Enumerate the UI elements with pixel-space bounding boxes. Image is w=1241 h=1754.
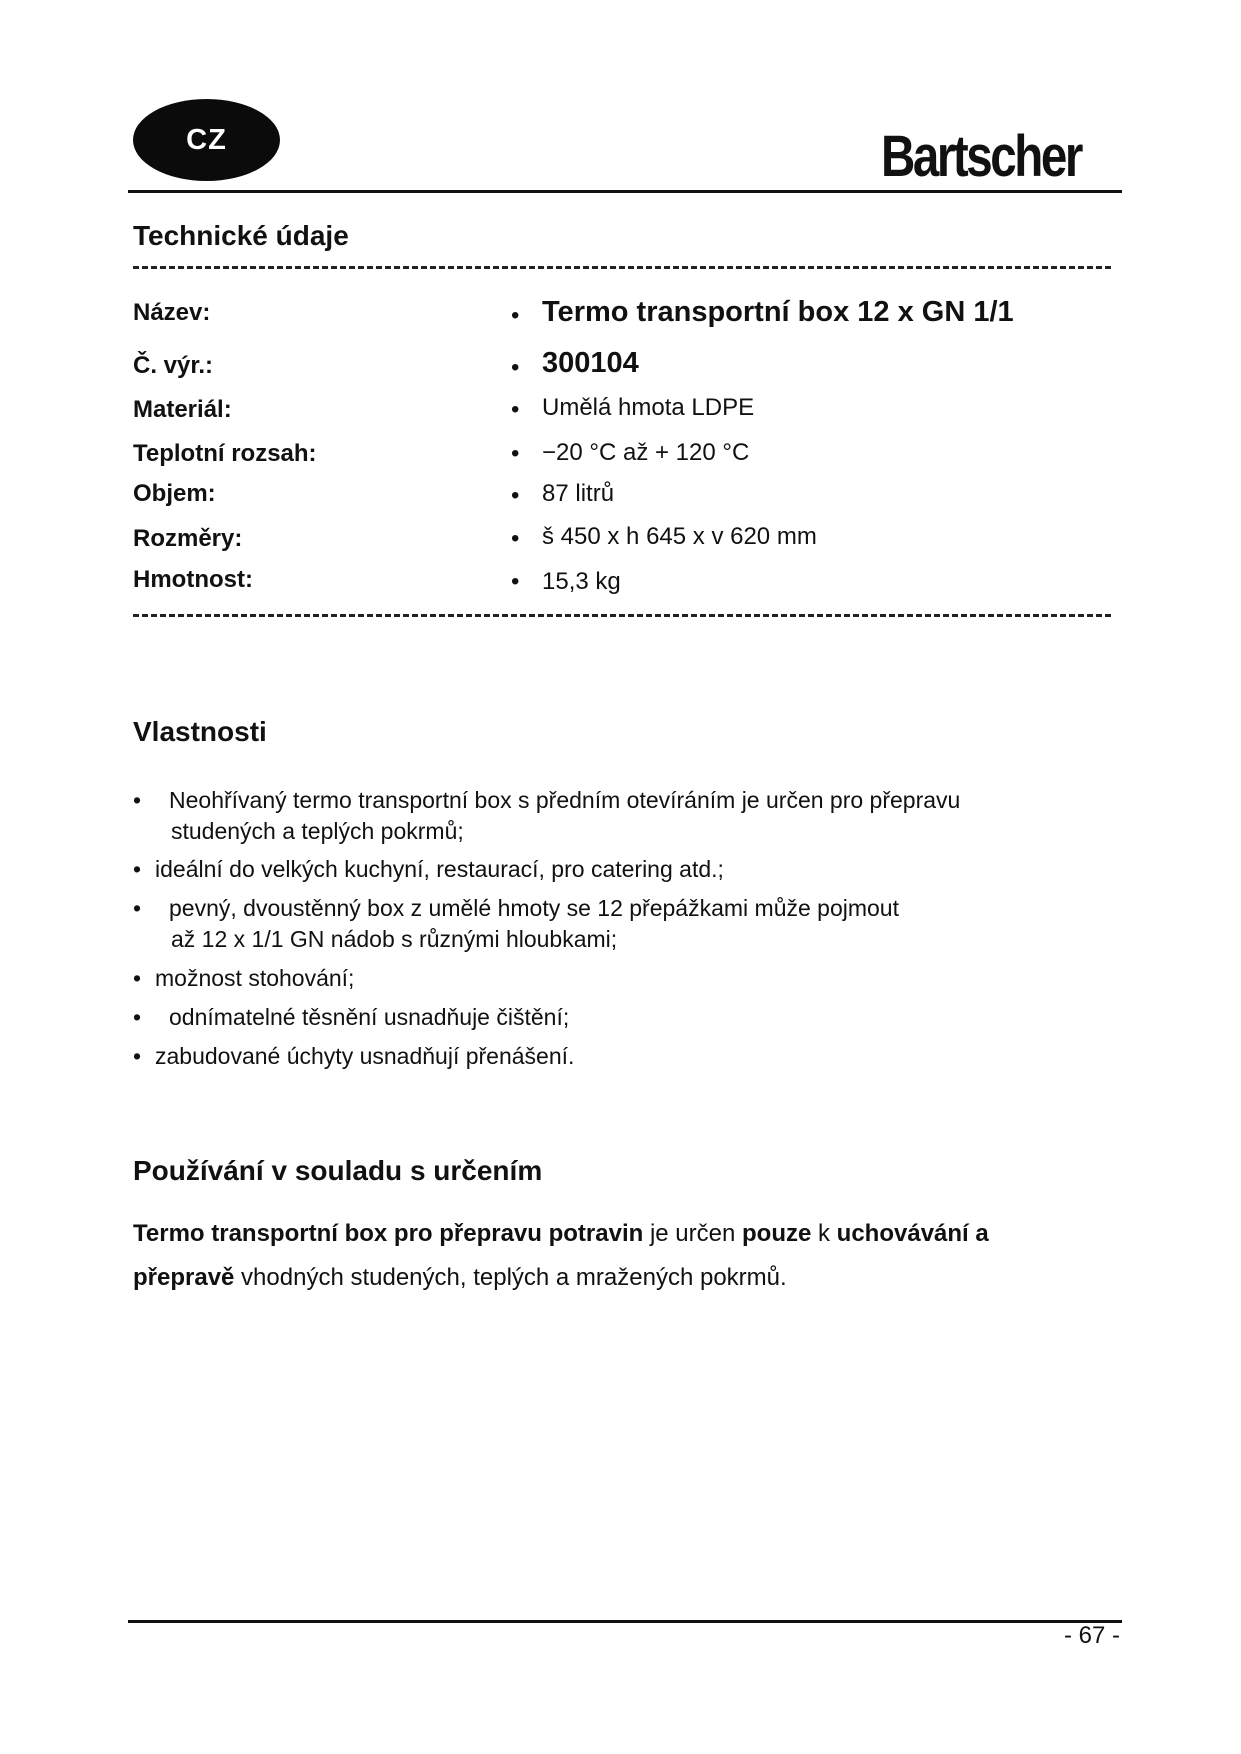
spec-bullet: • — [511, 568, 520, 595]
language-badge — [133, 99, 280, 181]
usage-bold: přepravě — [133, 1264, 235, 1291]
spec-label-temperature: Teplotní rozsah: — [133, 440, 317, 467]
feature-text-cont: až 12 x 1/1 GN nádob s různými hloubkami; — [171, 926, 618, 952]
spec-bullet: • — [511, 396, 520, 423]
bullet: • — [133, 1004, 142, 1030]
tech-divider-top — [133, 266, 1111, 269]
feature-text: pevný, dvoustěnný box z umělé hmoty se 12 přepážkami může pojmout — [169, 895, 899, 921]
bullet: • — [133, 787, 142, 813]
spec-value-material: Umělá hmota LDPE — [542, 394, 755, 421]
feature-text: možnost stohování; — [155, 965, 355, 991]
usage-bold: Termo transportní box pro přepravu potravin — [133, 1220, 644, 1247]
spec-label-volume: Objem: — [133, 480, 216, 507]
usage-text: vhodných studených, teplých a mražených pokrmů. — [234, 1264, 787, 1291]
spec-label-dimensions: Rozměry: — [133, 525, 243, 552]
tech-divider-bottom — [133, 614, 1111, 617]
tech-heading: Technické údaje — [133, 220, 349, 251]
feature-text-cont: studených a teplých pokrmů; — [171, 818, 464, 844]
feature-item — [133, 854, 1093, 885]
usage-paragraph — [133, 1212, 1093, 1300]
spec-value-volume: 87 litrů — [542, 480, 615, 507]
spec-label-weight: Hmotnost: — [133, 566, 253, 593]
spec-bullet: • — [511, 482, 520, 509]
spec-bullet: • — [511, 354, 520, 381]
bullet: • — [133, 1043, 142, 1069]
spec-value-article: 300104 — [542, 347, 639, 379]
usage-line-1 — [133, 1212, 1093, 1256]
footer-rule — [128, 1620, 1122, 1623]
feature-item — [133, 1041, 1093, 1072]
spec-label-article: Č. výr.: — [133, 352, 214, 379]
usage-heading: Používání v souladu s určením — [133, 1155, 543, 1186]
feature-item — [133, 893, 1093, 955]
spec-value-dimensions: š 450 x h 645 x v 620 mm — [542, 523, 817, 550]
page-number: - 67 - — [1063, 1622, 1120, 1649]
feature-text: zabudované úchyty usnadňují přenášení. — [155, 1043, 575, 1069]
feature-item — [133, 963, 1093, 994]
language-badge-label: CZ — [186, 123, 227, 156]
bullet: • — [133, 856, 142, 882]
spec-bullet: • — [511, 440, 520, 467]
features-heading: Vlastnosti — [133, 716, 267, 747]
feature-text: Neohřívaný termo transportní box s předním otevíráním je určen pro přepravu — [169, 787, 961, 813]
feature-text: odnímatelné těsnění usnadňuje čištění; — [169, 1004, 570, 1030]
spec-label-material: Materiál: — [133, 396, 232, 423]
spec-value-temperature: −20 °C až + 120 °C — [542, 439, 750, 466]
spec-value-name: Termo transportní box 12 x GN 1/1 — [542, 296, 1014, 328]
feature-item — [133, 1002, 1093, 1033]
spec-bullet: • — [511, 525, 520, 552]
usage-text: k — [811, 1220, 837, 1247]
spec-bullet: • — [511, 302, 520, 329]
usage-bold: pouze — [742, 1220, 812, 1247]
bullet: • — [133, 895, 142, 921]
brand-logo-text: Bartscher — [881, 124, 1082, 189]
feature-item — [133, 785, 1093, 847]
spec-label-name: Název: — [133, 299, 211, 326]
spec-value-weight: 15,3 kg — [542, 568, 621, 595]
usage-text: je určen — [643, 1220, 742, 1247]
usage-line-2 — [133, 1256, 1093, 1300]
usage-bold: uchovávání a — [836, 1220, 989, 1247]
brand-logo — [881, 108, 1125, 189]
bullet: • — [133, 965, 142, 991]
feature-text: ideální do velkých kuchyní, restaurací, pro catering atd.; — [155, 856, 724, 882]
header-rule — [128, 190, 1122, 193]
